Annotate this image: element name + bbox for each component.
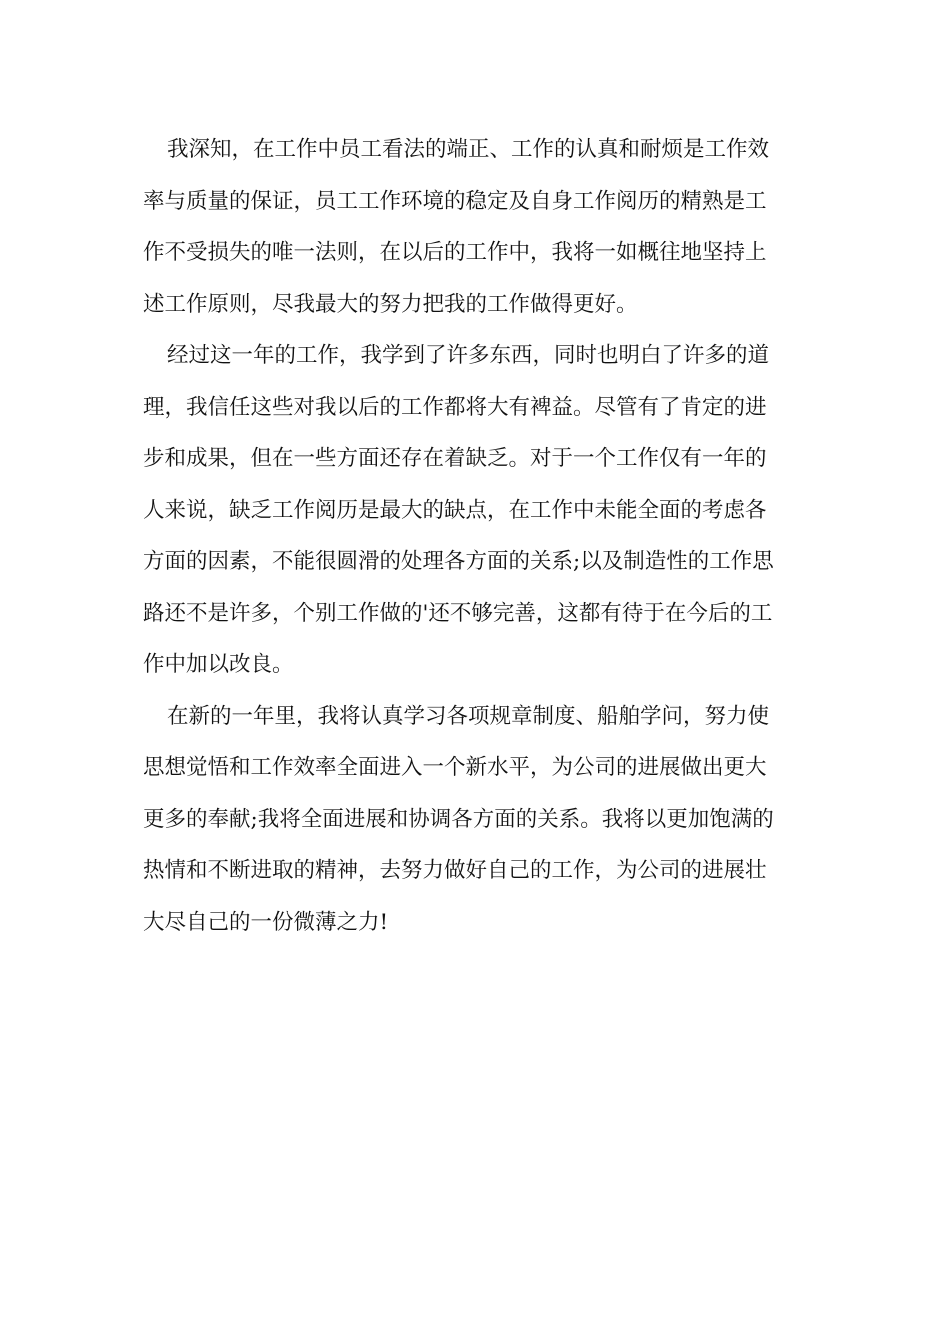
paragraph-line: 更多的奉献;我将全面进展和协调各方面的关系。我将以更加饱满的 bbox=[143, 806, 774, 832]
paragraph-line: 人来说，缺乏工作阅历是最大的缺点，在工作中未能全面的考虑各 bbox=[143, 497, 767, 523]
paragraph-2 bbox=[143, 330, 807, 691]
paragraph-line: 经过这一年的工作，我学到了许多东西，同时也明白了许多的道 bbox=[167, 343, 770, 368]
paragraph-line: 大尽自己的一份微薄之力! bbox=[143, 909, 389, 935]
paragraph-line: 作不受损失的唯一法则，在以后的工作中，我将一如概往地坚持上 bbox=[143, 240, 767, 265]
paragraph-line: 作中加以改良。 bbox=[143, 652, 294, 677]
paragraph-line: 述工作原则，尽我最大的努力把我的工作做得更好。 bbox=[143, 291, 638, 317]
paragraph-3 bbox=[143, 691, 807, 949]
paragraph-line: 方面的因素，不能很圆滑的处理各方面的关系;以及制造性的工作思 bbox=[143, 549, 774, 574]
paragraph-line: 理，我信任这些对我以后的工作都将大有裨益。尽管有了肯定的进 bbox=[143, 394, 767, 420]
paragraph-line: 在新的一年里，我将认真学习各项规章制度、船舶学问，努力使 bbox=[167, 703, 770, 729]
paragraph-line: 我深知，在工作中员工看法的端正、工作的认真和耐烦是工作效 bbox=[167, 137, 770, 162]
paragraph-line: 步和成果，但在一些方面还存在着缺乏。对于一个工作仅有一年的 bbox=[143, 446, 767, 471]
paragraph-line: 率与质量的保证，员工工作环境的稳定及自身工作阅历的精熟是工 bbox=[143, 188, 767, 214]
paragraph-line: 热情和不断进取的精神，去努力做好自己的工作，为公司的进展壮 bbox=[143, 858, 767, 883]
paragraph-1 bbox=[143, 124, 807, 330]
paragraph-line: 思想觉悟和工作效率全面进入一个新水平，为公司的进展做出更大 bbox=[143, 755, 767, 780]
document-body bbox=[143, 124, 807, 948]
paragraph-line: 路还不是许多，个别工作做的'还不够完善，这都有待于在今后的工 bbox=[143, 600, 773, 626]
